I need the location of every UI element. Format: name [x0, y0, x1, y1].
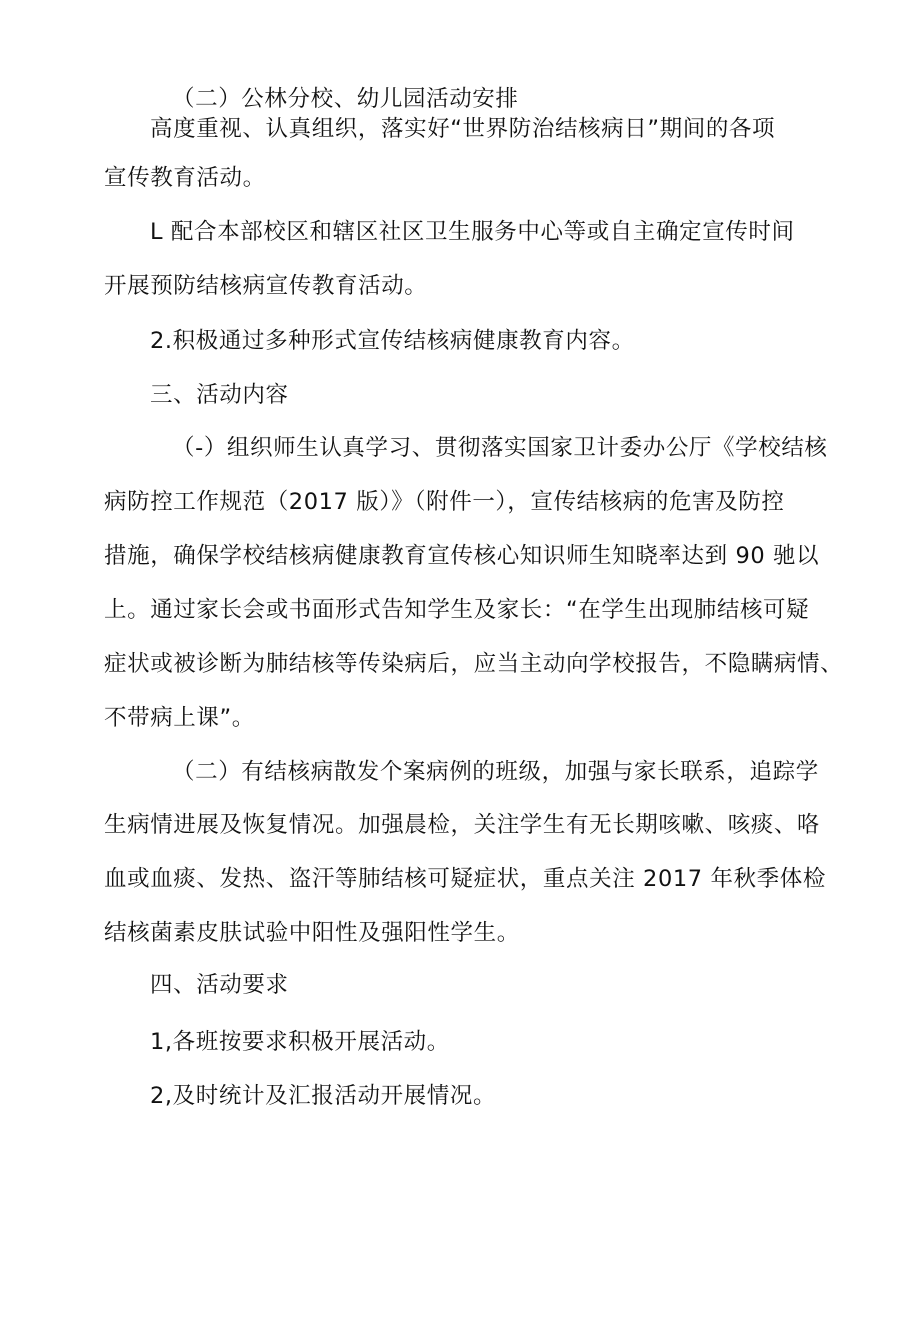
- para-1-line-2: 病防控工作规范（2017 版）》（附件一），宣传结核病的危害及防控: [104, 489, 785, 515]
- para-1-line-5: 症状或被诊断为肺结核等传染病后，应当主动向学校报告，不隐瞒病情、: [104, 651, 844, 677]
- section-2-intro-line-1: 高度重视、认真组织，落实好“世界防治结核病日”期间的各项: [150, 116, 776, 142]
- item-2: 2.积极通过多种形式宣传结核病健康教育内容。: [150, 328, 635, 354]
- para-2-line-4: 结核菌素皮肤试验中阳性及强阳性学生。: [104, 920, 520, 946]
- heading-3: 三、活动内容: [150, 382, 289, 408]
- heading-4: 四、活动要求: [150, 972, 289, 998]
- item-l-line-1: L 配合本部校区和辖区社区卫生服务中心等或自主确定宣传时间: [150, 219, 795, 245]
- para-2-line-1: （二）有结核病散发个案病例的班级，加强与家长联系，追踪学: [172, 759, 819, 785]
- requirement-2: 2,及时统计及汇报活动开展情况。: [150, 1083, 497, 1109]
- section-2-intro-line-2: 宣传教育活动。: [104, 165, 266, 191]
- para-1-line-3: 措施，确保学校结核病健康教育宣传核心知识师生知晓率达到 90 驰以: [104, 543, 820, 569]
- requirement-1: 1,各班按要求积极开展活动。: [150, 1029, 450, 1055]
- section-2-heading: （二）公林分校、幼儿园活动安排: [172, 86, 519, 112]
- para-2-line-3: 血或血痰、发热、盗汗等肺结核可疑症状，重点关注 2017 年秋季体检: [104, 866, 826, 892]
- para-1-line-4: 上。通过家长会或书面形式告知学生及家长：“在学生出现肺结核可疑: [104, 597, 810, 623]
- para-1-line-6: 不带病上课”。: [104, 705, 255, 731]
- para-2-line-2: 生病情进展及恢复情况。加强晨检，关注学生有无长期咳嗽、咳痰、咯: [104, 812, 821, 838]
- item-l-line-2: 开展预防结核病宣传教育活动。: [104, 273, 428, 299]
- para-1-line-1: （-）组织师生认真学习、贯彻落实国家卫计委办公厅《学校结核: [172, 435, 828, 461]
